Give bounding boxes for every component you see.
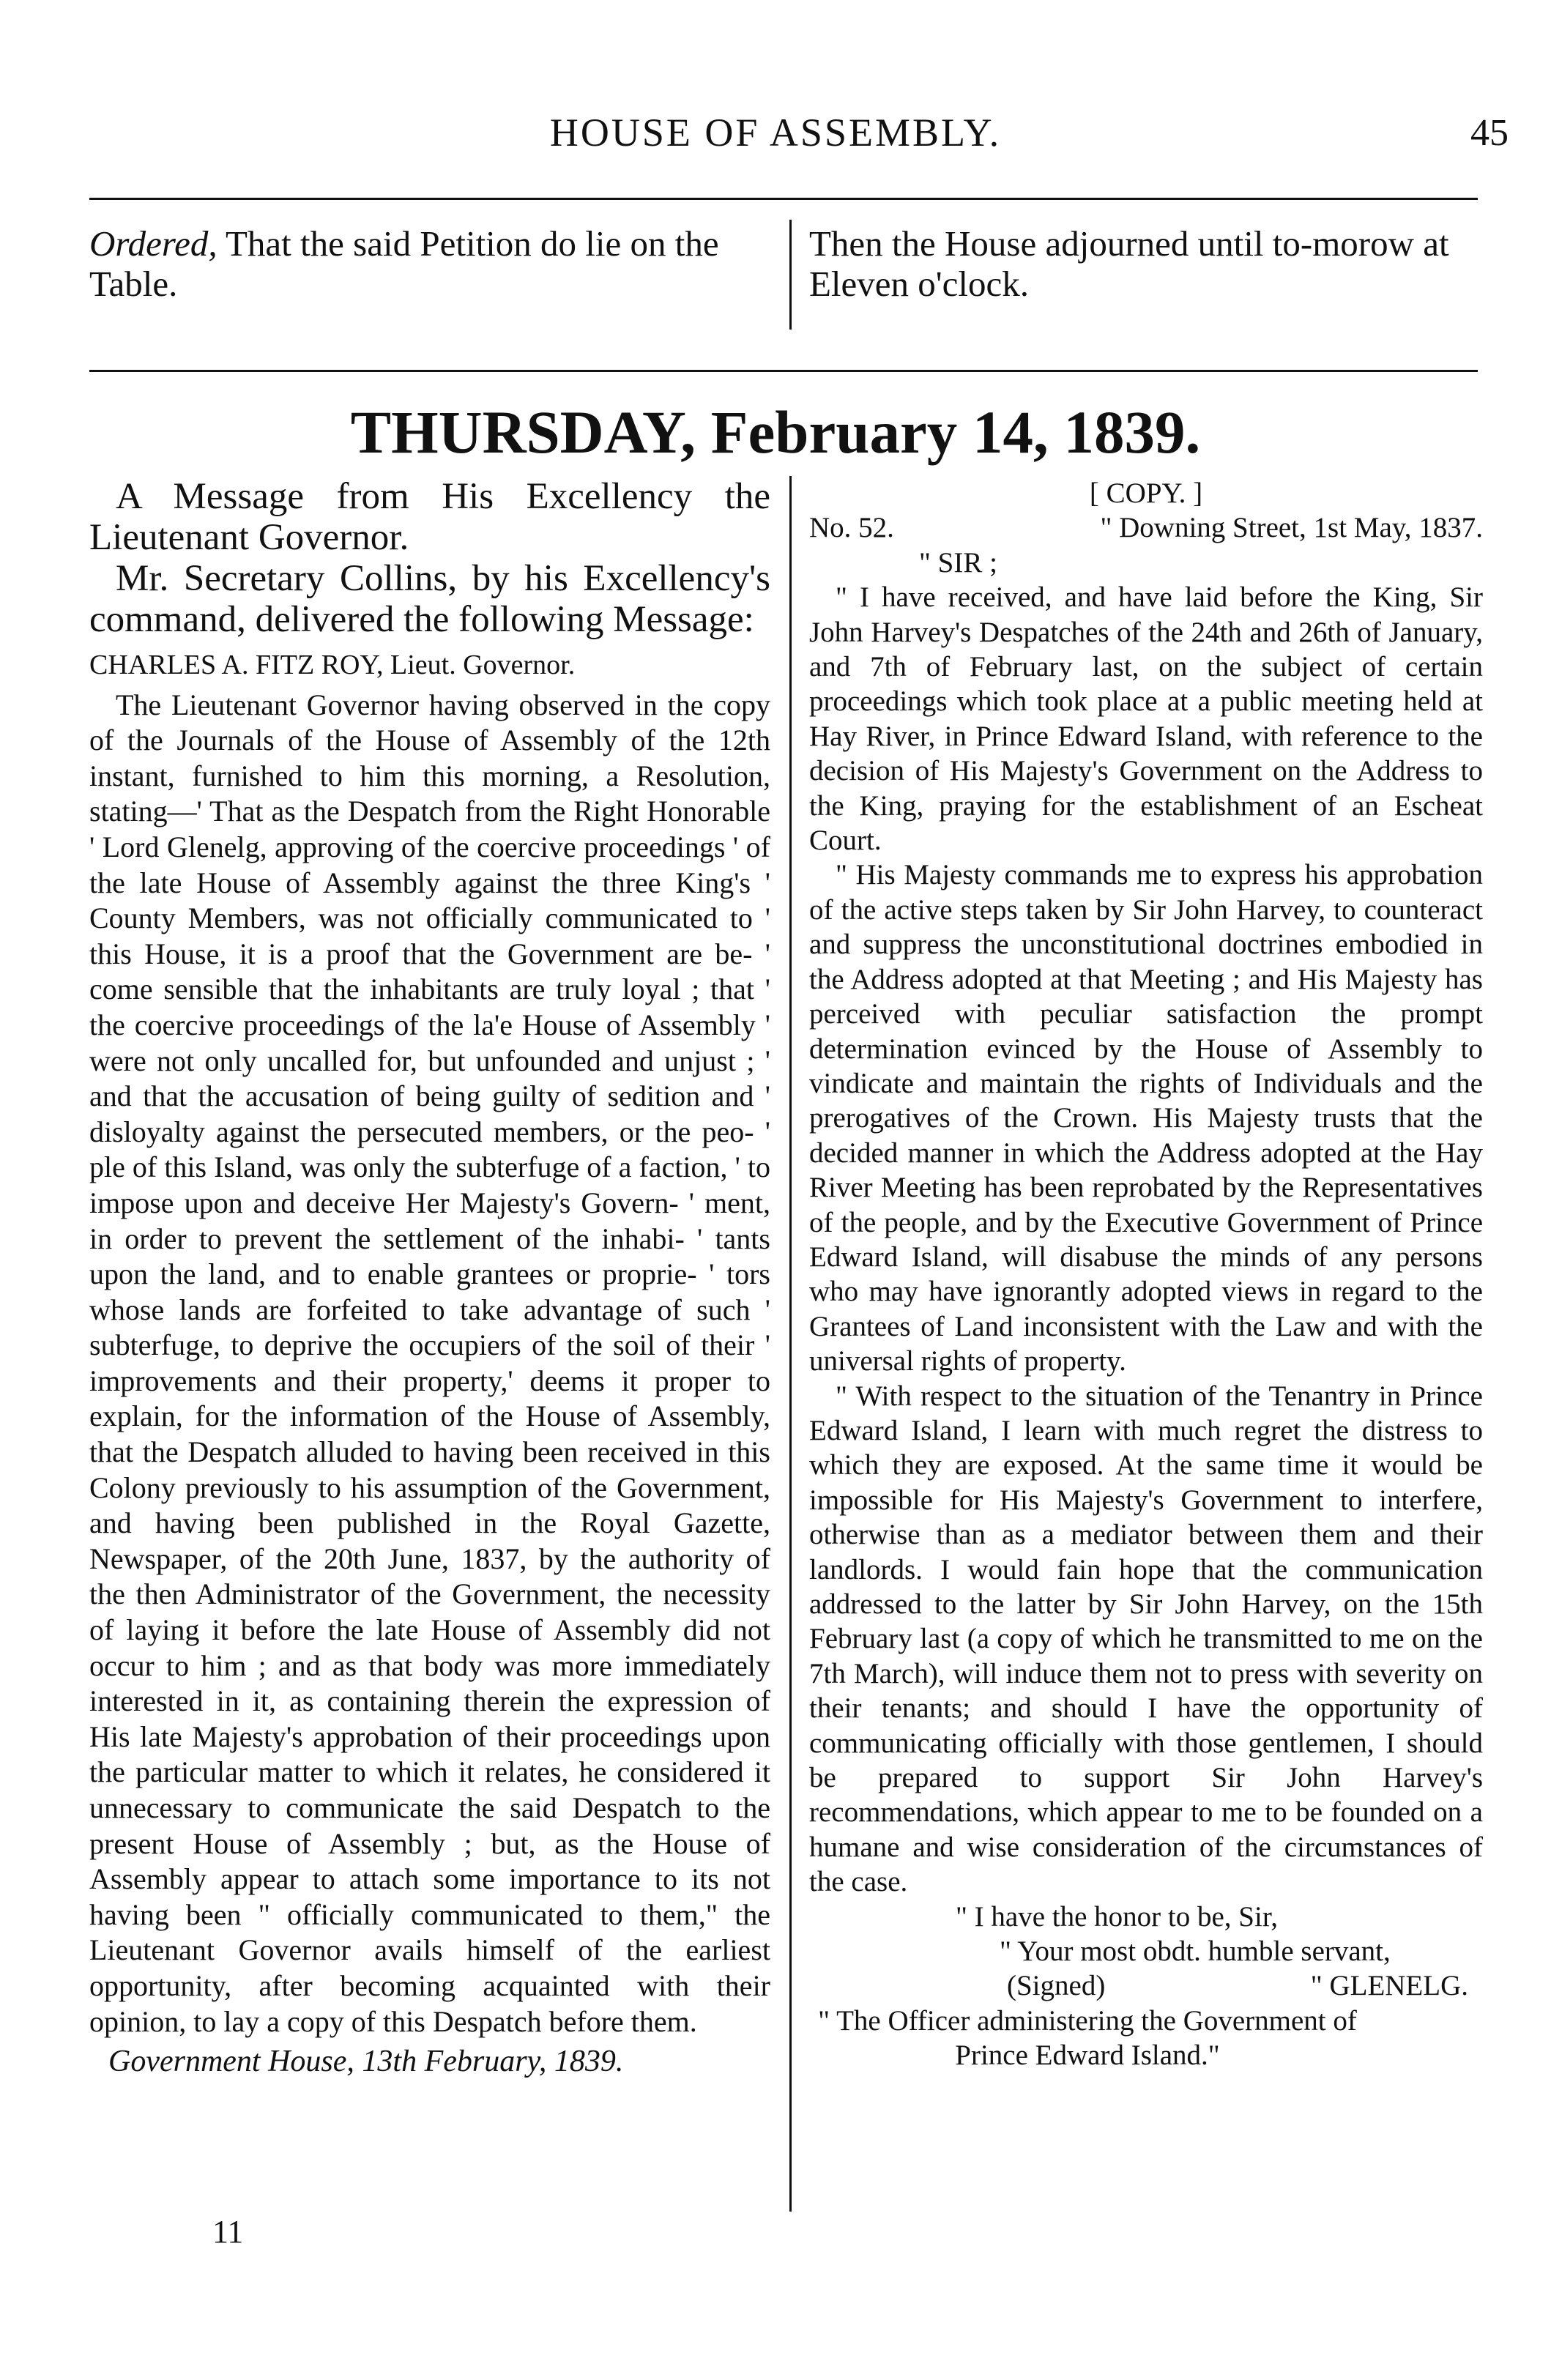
signed-label: (Signed)	[1007, 1970, 1106, 2002]
adjournment-paragraph: Then the House adjourned until to-morow at Eleven o'clock.	[809, 223, 1449, 304]
message-dateline: Government House, 13th February, 1839.	[108, 2045, 624, 2079]
column-divider	[789, 476, 792, 2212]
order-paragraph	[89, 223, 770, 304]
signature-line	[809, 1968, 1483, 2003]
message-signer: CHARLES A. FITZ ROY, Lieut. Governor.	[89, 650, 576, 680]
ordered-word: Ordered,	[89, 223, 217, 264]
right-column	[809, 476, 1483, 2073]
message-delivery: Mr. Secretary Collins, by his Excellency's command, delivered the following Message:	[89, 558, 770, 640]
despatch-paragraph-3: " With respect to the situation of the Tenantry in Prince Edward Island, I learn with much regret the distress to which they are exposed. At the same time it would be impossible for His Majesty's Government to interfere, otherwise than as a mediator between them and their landlords. I would fain hope that the communication addressed to the latter by Sir John Harvey, on the 15th February last (a copy of which he transmitted to me on the 7th March), will induce them not to press with severity on their tenants; and should I have the opportunity of communicating officially with those gentlemen, I should be prepared to support Sir John Harvey's recommendations, which appear to me to be founded on a humane and wise consideration of the circumstances of the case.	[809, 1380, 1483, 1898]
despatch-paragraph-2: " His Majesty commands me to express his approbation of the active steps taken by Sir John Harvey, to counteract and suppress the unconstitutional doctrines embodied in the Address adopted at that Meeting ; and His Majesty has perceived with peculiar satisfaction the prompt determination evinced by the House of Assembly to vindicate and maintain the rights of Individuals and the prerogatives of the Crown. His Majesty trusts that the decided manner in which the Address adopted at the Hay River Meeting has been reprobated by the Representatives of the people, and by the Executive Government of Prince Edward Island, will disabuse the minds of any persons who may have ignorantly adopted views in regard to the Grantees of Land inconsistent with the Law and with the universal rights of property.	[809, 859, 1483, 1377]
signatory-name: " GLENELG.	[1310, 1970, 1468, 2002]
despatch-number: No. 52.	[809, 512, 894, 544]
copy-tag: [ COPY. ]	[1089, 477, 1203, 509]
despatch-salutation: " SIR ;	[919, 546, 997, 579]
despatch-header	[809, 510, 1483, 545]
section-rule	[89, 370, 1478, 372]
header-rule	[89, 198, 1478, 200]
despatch-paragraph-1: " I have received, and have laid before the King, Sir John Harvey's Despatches of the 24th and 26th of January, and 7th of February last, on the subject of certain proceedings which took place at a public meeting held at Hay River, in Prince Edward Island, with reference to the decision of His Majesty's Government on the Address to the King, praying for the establishment of an Escheat Court.	[809, 581, 1483, 857]
message-body: The Lieutenant Governor having observed in the copy of the Journals of the House of Assembly of the 12th instant, furnished to him this morning, a Resolution, stating—' That as the Despatch from the Right Honorable ' Lord Glenelg, approving of the coercive proceedings ' of the late House of Assembly against the three King's ' County Members, was not officially communicated to ' this House, it is a proof that the Government are be- ' come sensible that the inhabitants are truly loyal ; that ' the coercive proceedings of the la'e House of Assembly ' were not only uncalled for, but unfounded and unjust ; ' and that the accusation of being guilty of sedition and ' disloyalty against the persecuted members, or the peo- ' ple of this Island, was only the subterfuge of a faction, ' to impose upon and deceive Her Majesty's Govern- ' ment, in order to prevent the settlement of the inhabi- ' tants upon the land, and to enable grantees or proprie- ' tors whose lands are forfeited to take advantage of such ' subterfuge, to deprive the occupiers of the soil of their ' improvements and their property,' deems it proper to explain, for the information of the House of Assembly, that the Despatch alluded to having been received in this Colony previously to his assumption of the Government, and having been published in the Royal Gazette, Newspaper, of the 20th June, 1837, by the authority of the then Administrator of the Government, the necessity of laying it before the late House of Assembly did not occur to him ; and as that body was more immediately interested in it, as containing therein the expression of His late Majesty's approbation of their proceedings upon the particular matter to which it relates, he considered it unnecessary to communicate the said Despatch to the present House of Assembly ; but, as the House of Assembly appear to attach some importance to its not having been " officially communicated to them," the Lieutenant Governor avails himself of the earliest opportunity, after becoming acquainted with their opinion, to lay a copy of this Despatch before them.	[89, 688, 770, 2038]
running-header-title: HOUSE OF ASSEMBLY.	[549, 111, 1002, 155]
closing-line-1: " I have the honor to be, Sir,	[956, 1900, 1279, 1933]
day-heading: THURSDAY, February 14, 1839.	[350, 398, 1201, 466]
closing-line-2: " Your most obdt. humble servant,	[1000, 1935, 1391, 1968]
top-column-divider	[789, 220, 792, 330]
despatch-addressee: " The Officer administering the Government of Prince Edward Island."	[818, 2004, 1357, 2072]
message-lead: A Message from His Excellency the Lieutenant Governor.	[89, 476, 770, 558]
page-number: 45	[1470, 112, 1509, 154]
left-column	[89, 476, 770, 2087]
sheet-number: 11	[212, 2214, 244, 2250]
order-text: That the said Petition do lie on the Table.	[89, 223, 719, 304]
despatch-dateline: " Downing Street, 1st May, 1837.	[1100, 512, 1483, 544]
